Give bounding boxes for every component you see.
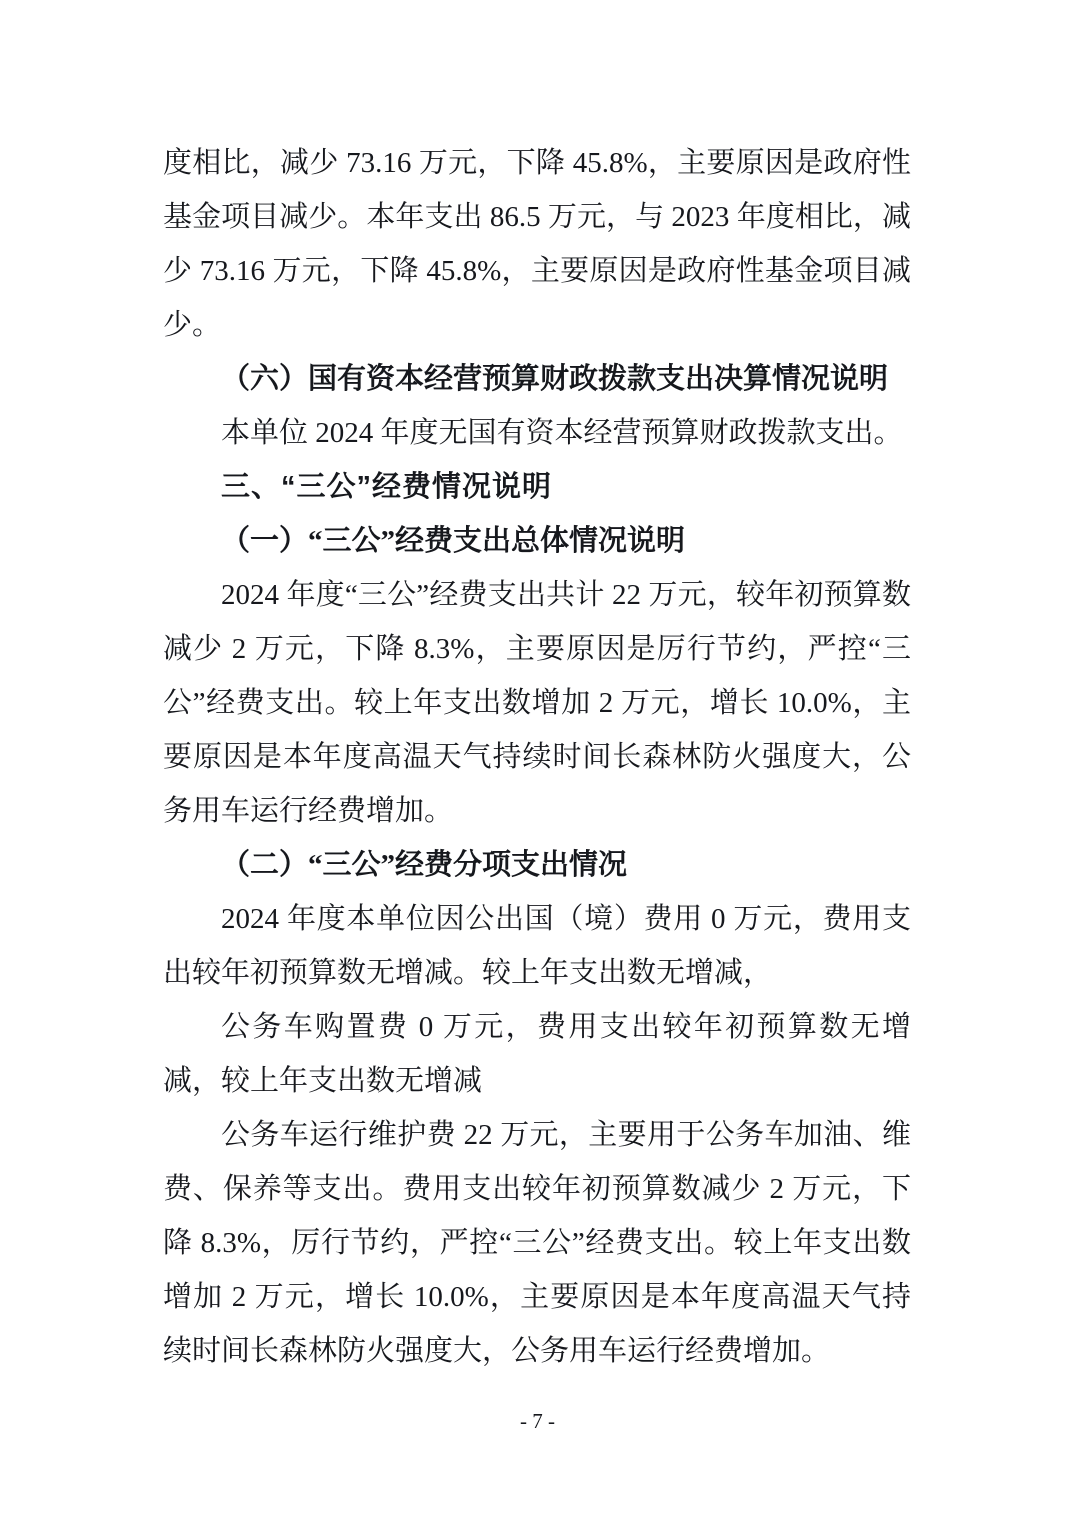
paragraph-no-state-capital-expense: 本单位 2024 年度无国有资本经营预算财政拨款支出。 <box>221 417 903 449</box>
heading-part-3-three-public-funds: 三、“三公”经费情况说明 <box>221 471 553 503</box>
paragraph-overseas-travel-expense: 2024 年度本单位因公出国（境）费用 0 万元，费用支出较年初预算数无增减。较上年支出数无增减， <box>163 903 911 989</box>
paragraph-overall-three-public-spending: 2024 年度“三公”经费支出共计 22 万元，较年初预算数减少 2 万元，下降 8.3%，主要原因是厉行节约，严控“三公”经费支出。较上年支出数增加 2 万元，增长 10.0%，主要原因是本年度高温天气持续时间长森林防火强度大，公务用车运行经费增加。 <box>163 579 911 827</box>
heading-section-1-overall: （一）“三公”经费支出总体情况说明 <box>221 525 686 557</box>
heading-section-2-itemized: （二）“三公”经费分项支出情况 <box>221 849 628 881</box>
paragraph-vehicle-purchase-expense: 公务车购置费 0 万元，费用支出较年初预算数无增减，较上年支出数无增减 <box>163 1011 911 1097</box>
document-body <box>163 136 911 1378</box>
heading-section-6-state-capital: （六）国有资本经营预算财政拨款支出决算情况说明 <box>221 363 889 395</box>
page-number: - 7 - <box>520 1409 555 1433</box>
paragraph-carryover-gov-fund: 度相比，减少 73.16 万元，下降 45.8%，主要原因是政府性基金项目减少。本年支出 86.5 万元，与 2023 年度相比，减少 73.16 万元，下降 45.8%，主要原因是政府性基金项目减少。 <box>163 147 911 341</box>
paragraph-vehicle-maintenance-expense: 公务车运行维护费 22 万元，主要用于公务车加油、维费、保养等支出。费用支出较年初预算数减少 2 万元，下降 8.3%，厉行节约，严控“三公”经费支出。较上年支出数增加 2 万元，增长 10.0%，主要原因是本年度高温天气持续时间长森林防火强度大，公务用车运行经费增加。 <box>163 1119 911 1367</box>
